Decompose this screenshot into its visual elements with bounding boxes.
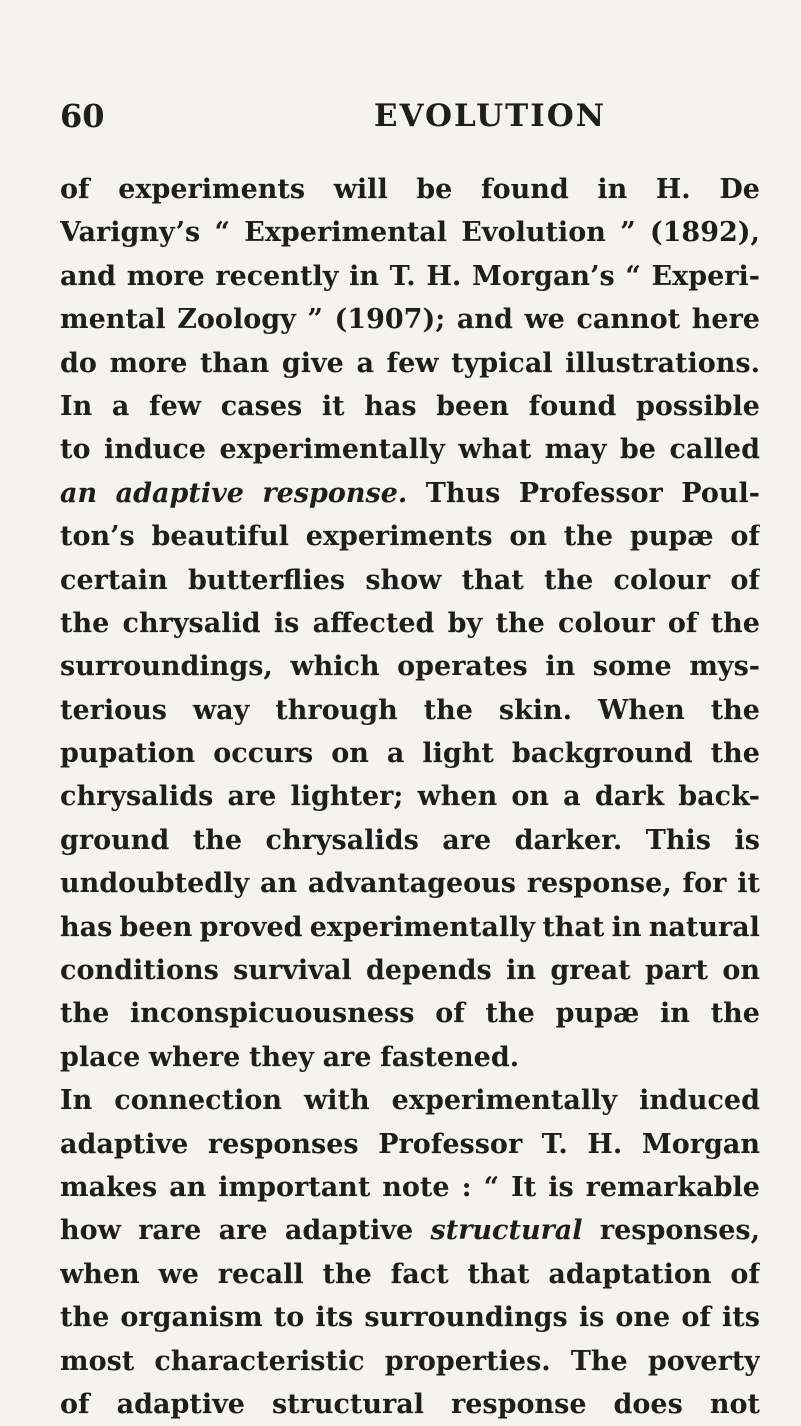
text-line <box>60 732 760 775</box>
word: are <box>442 824 492 856</box>
word: (1892), <box>649 217 760 249</box>
word: T. <box>389 260 416 292</box>
text-line <box>60 992 760 1035</box>
text-line <box>60 775 760 818</box>
word: chrysalids <box>60 781 214 813</box>
word: of <box>730 521 760 553</box>
word: in <box>506 955 536 987</box>
body-text <box>60 168 760 1426</box>
text-line <box>60 515 760 558</box>
text-line <box>60 1123 760 1166</box>
word: ” <box>307 304 323 336</box>
word: survival <box>233 955 352 987</box>
word: experimentally <box>219 434 445 466</box>
word: place <box>60 1041 141 1073</box>
word: Poul- <box>681 477 760 509</box>
word: most <box>60 1345 135 1377</box>
page-number: 60 <box>60 97 105 135</box>
word: fastened. <box>380 1041 520 1073</box>
word: Professor <box>378 1128 523 1160</box>
text-line <box>60 1209 760 1252</box>
text-line <box>60 819 760 862</box>
word: is <box>548 1171 574 1203</box>
word: an <box>169 1171 207 1203</box>
word: it <box>737 868 760 900</box>
word: will <box>333 174 388 205</box>
word: In <box>60 1085 93 1117</box>
word: what <box>458 434 532 466</box>
word: induced <box>639 1085 760 1117</box>
word: we <box>524 304 565 336</box>
word: butterflies <box>187 564 346 596</box>
word: more <box>109 347 188 379</box>
word: surroundings <box>364 1302 568 1334</box>
word: affected <box>312 607 435 639</box>
word: dark <box>594 781 665 813</box>
word: an <box>60 477 98 509</box>
word: T. <box>541 1128 568 1160</box>
text-line <box>60 342 760 385</box>
word: operates <box>397 651 528 683</box>
word: “ <box>214 217 230 249</box>
word: Experimental <box>244 217 448 249</box>
text-line <box>60 602 760 645</box>
word: few <box>386 347 439 379</box>
word: is <box>578 1302 605 1334</box>
word: does <box>613 1388 683 1420</box>
word: structural <box>271 1388 425 1420</box>
word: ” <box>620 217 636 249</box>
word: “ <box>483 1171 500 1203</box>
text-line <box>60 168 760 211</box>
word: structural <box>430 1215 583 1247</box>
word: show <box>365 564 442 596</box>
text-line <box>60 1296 760 1339</box>
word: connection <box>114 1085 282 1117</box>
word: darker. <box>514 824 623 856</box>
word: the <box>60 1302 110 1334</box>
word: through <box>275 694 398 726</box>
word: pupation <box>60 738 196 770</box>
word: its <box>315 1302 354 1334</box>
word: recently <box>215 260 339 292</box>
word: on <box>722 955 760 987</box>
word: that <box>461 564 524 596</box>
word: depends <box>365 955 492 987</box>
word: adaptive <box>116 1388 245 1420</box>
word: found <box>480 174 569 205</box>
text-line <box>60 1340 760 1383</box>
word: here <box>691 304 760 336</box>
word: adaptive <box>60 1128 189 1160</box>
word: H. <box>426 260 462 292</box>
word: found <box>528 390 617 422</box>
text-line <box>60 1079 760 1122</box>
word: Varigny’s <box>60 217 201 249</box>
word: called <box>669 434 760 466</box>
word: a <box>111 390 130 422</box>
word: Zoology <box>177 304 296 336</box>
text-line <box>60 559 760 602</box>
word: natural <box>648 911 760 943</box>
word: skin. <box>498 694 573 726</box>
text-line <box>60 1253 760 1296</box>
word: the <box>710 998 760 1030</box>
word: The <box>570 1345 628 1377</box>
word: back- <box>678 781 760 813</box>
text-line <box>60 298 760 341</box>
word: experiments <box>118 174 306 205</box>
word: undoubtedly <box>60 868 250 900</box>
word: adaptive <box>284 1215 414 1247</box>
word: we <box>158 1258 199 1290</box>
word: occurs <box>213 738 314 770</box>
word: ton’s <box>60 521 135 553</box>
word: not <box>709 1388 760 1420</box>
word: how <box>60 1215 121 1247</box>
word: inconspicuousness <box>130 998 415 1030</box>
word: in <box>349 260 379 292</box>
word: chrysalid <box>122 607 261 639</box>
text-line <box>60 645 760 688</box>
word: the <box>710 738 760 770</box>
word: terious <box>60 694 167 726</box>
word: advantageous <box>307 868 516 900</box>
word: makes <box>60 1171 158 1203</box>
word: It <box>511 1171 537 1203</box>
word: do <box>60 347 97 379</box>
word: experimentally <box>309 911 536 943</box>
word: cases <box>220 390 303 422</box>
word: one <box>615 1302 671 1334</box>
word: an <box>259 868 298 900</box>
word: with <box>304 1085 370 1117</box>
word: the <box>60 607 110 639</box>
word: “ <box>625 260 641 292</box>
word: give <box>281 347 344 379</box>
word: has <box>60 911 113 943</box>
word: H. <box>655 174 691 205</box>
word: few <box>149 390 202 422</box>
word: it <box>321 390 345 422</box>
word: of <box>681 1302 711 1334</box>
word: on <box>331 738 369 770</box>
word: part <box>644 955 709 987</box>
word: they <box>248 1041 314 1073</box>
word: the <box>322 1258 372 1290</box>
word: Experi- <box>651 260 760 292</box>
word: be <box>619 434 656 466</box>
word: in <box>545 651 576 683</box>
word: chrysalids <box>265 824 419 856</box>
word: cannot <box>576 304 681 336</box>
text-line <box>60 1036 760 1079</box>
word: are <box>322 1041 372 1073</box>
word: De <box>719 174 760 205</box>
word: when <box>417 781 498 813</box>
word: experiments <box>305 521 493 553</box>
word: ground <box>60 824 170 856</box>
word: in <box>597 174 628 205</box>
word: colour <box>613 564 711 596</box>
word: adaptive <box>115 477 244 509</box>
word: are <box>227 781 277 813</box>
word: some <box>592 651 672 683</box>
word: more <box>126 260 205 292</box>
word: H. <box>587 1128 623 1160</box>
word: that <box>542 911 605 943</box>
word: response <box>451 1388 587 1420</box>
word: light <box>422 738 494 770</box>
word: great <box>550 955 631 987</box>
word: rare <box>138 1215 202 1247</box>
word: the <box>563 521 614 553</box>
word: certain <box>60 564 168 596</box>
word: been <box>119 911 193 943</box>
word: is <box>734 824 760 856</box>
word: colour <box>558 607 655 639</box>
word: background <box>511 738 693 770</box>
text-line <box>60 1383 760 1426</box>
word: important <box>218 1171 371 1203</box>
word: This <box>645 824 711 856</box>
text-line <box>60 211 760 254</box>
word: a <box>563 781 581 813</box>
word: responses, <box>599 1215 760 1247</box>
word: by <box>447 607 483 639</box>
word: lighter; <box>290 781 404 813</box>
word: the <box>423 694 473 726</box>
word: the <box>485 998 535 1030</box>
word: properties. <box>384 1345 551 1377</box>
word: in <box>611 911 642 943</box>
word: proved <box>199 911 303 943</box>
word: Morgan <box>641 1128 760 1160</box>
word: of <box>60 1388 90 1420</box>
word: In <box>60 390 93 422</box>
word: Morgan’s <box>471 260 615 292</box>
word: the <box>710 607 760 639</box>
word: the <box>710 694 760 726</box>
word: on <box>511 781 550 813</box>
text-line <box>60 1166 760 1209</box>
word: response, <box>526 868 672 900</box>
word: responses <box>207 1128 359 1160</box>
word: of <box>730 564 760 596</box>
word: : <box>461 1171 472 1203</box>
word: conditions <box>60 955 219 987</box>
text-line <box>60 862 760 905</box>
word: the <box>495 607 545 639</box>
word: which <box>290 651 380 683</box>
word: a <box>386 738 405 770</box>
word: beautiful <box>151 521 289 553</box>
word: note <box>382 1171 450 1203</box>
word: where <box>148 1041 241 1073</box>
word: characteristic <box>154 1345 365 1377</box>
word: to <box>273 1302 305 1334</box>
word: in <box>660 998 690 1030</box>
word: illustrations. <box>565 347 760 379</box>
word: mental <box>60 304 166 336</box>
word: of <box>730 1258 760 1290</box>
word: when <box>60 1258 140 1290</box>
text-line <box>60 385 760 428</box>
word: the <box>544 564 594 596</box>
text-line <box>60 255 760 298</box>
word: and <box>456 304 513 336</box>
word: response. <box>262 477 408 509</box>
word: has <box>364 390 417 422</box>
word: induce <box>103 434 206 466</box>
word: Evolution <box>461 217 606 249</box>
word: be <box>416 174 453 205</box>
word: a <box>356 347 374 379</box>
word: the <box>192 824 243 856</box>
page-header <box>60 92 730 140</box>
word: When <box>598 694 685 726</box>
word: of <box>60 174 90 205</box>
word: (1907); <box>334 304 446 336</box>
word: mys- <box>689 651 760 683</box>
word: on <box>509 521 547 553</box>
word: than <box>200 347 270 379</box>
word: possible <box>636 390 760 422</box>
word: that <box>467 1258 530 1290</box>
word: remarkable <box>585 1171 760 1203</box>
text-line <box>60 472 760 515</box>
running-head: EVOLUTION <box>373 98 607 134</box>
word: to <box>60 434 91 466</box>
word: organism <box>120 1302 263 1334</box>
word: of <box>667 607 698 639</box>
word: are <box>218 1215 268 1247</box>
text-line <box>60 949 760 992</box>
word: its <box>722 1302 760 1334</box>
word: way <box>192 694 250 726</box>
word: fact <box>390 1258 449 1290</box>
word: of <box>435 998 465 1030</box>
word: for <box>682 868 727 900</box>
word: is <box>273 607 300 639</box>
word: adaptation <box>548 1258 712 1290</box>
word: Thus <box>425 477 501 509</box>
word: poverty <box>647 1345 760 1377</box>
text-line <box>60 689 760 732</box>
word: experimentally <box>391 1085 618 1117</box>
word: the <box>60 998 110 1030</box>
word: pupæ <box>555 998 640 1030</box>
word: typical <box>451 347 553 379</box>
text-line <box>60 906 760 949</box>
word: been <box>436 390 510 422</box>
word: and <box>60 260 117 292</box>
word: Professor <box>518 477 663 509</box>
word: may <box>544 434 607 466</box>
word: surroundings, <box>60 651 273 683</box>
word: recall <box>217 1258 304 1290</box>
word: pupæ <box>629 521 714 553</box>
text-line <box>60 428 760 471</box>
